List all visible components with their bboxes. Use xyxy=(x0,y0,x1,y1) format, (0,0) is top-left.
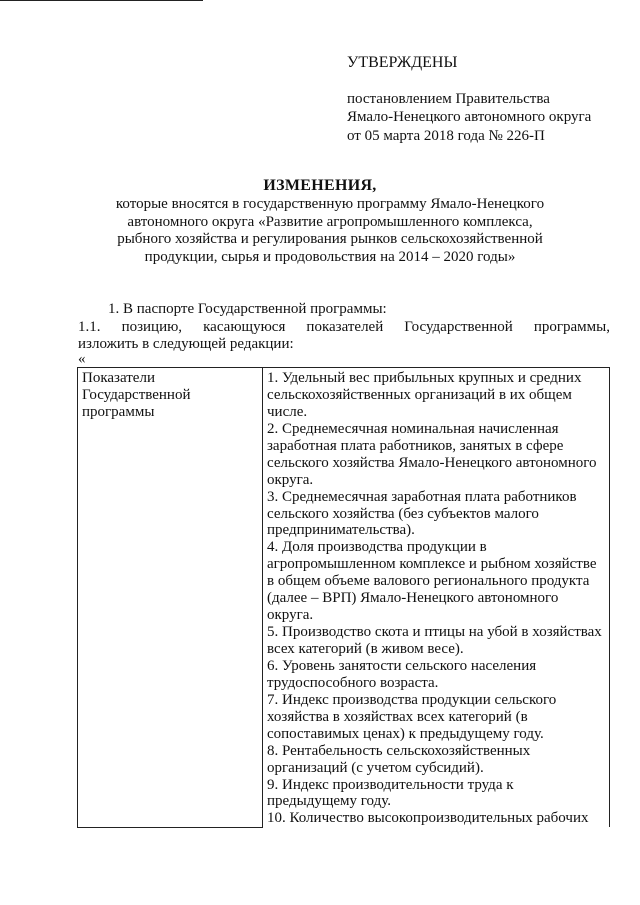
top-rule xyxy=(0,0,203,1)
paragraph-1-1-continuation: изложить в следующей редакции: xyxy=(78,336,294,352)
opening-quote: « xyxy=(78,351,86,367)
row-label-line: программы xyxy=(82,403,155,420)
decree-line: от 05 марта 2018 года № 226-П xyxy=(347,127,545,144)
decree-line: Ямало-Ненецкого автономного округа xyxy=(347,109,592,126)
subtitle-line: продукции, сырья и продовольствия на 2014 – 2020 годы» xyxy=(144,249,516,266)
subtitle-line: автономного округа «Развитие агропромышленного комплекса, xyxy=(127,213,533,230)
indicator-6: 6. Уровень занятости сельского населения трудоспособного возраста. xyxy=(267,657,537,691)
paragraph-1-1: 1.1. позицию, касающуюся показателей Государственной программы, xyxy=(78,319,610,335)
decree-reference xyxy=(347,90,627,145)
indicator-3: 3. Среднемесячная заработная плата работников сельского хозяйства (без субъектов малого предпринимательства). xyxy=(267,488,577,539)
table-row xyxy=(78,368,610,828)
subtitle-line: которые вносятся в государственную программу Ямало-Ненецкого xyxy=(115,196,545,212)
indicator-10: 10. Количество высокопроизводительных рабочих xyxy=(267,810,589,827)
approval-heading: УТВЕРЖДЕНЫ xyxy=(347,54,458,71)
paragraph-1: 1. В паспорте Государственной программы: xyxy=(108,301,387,317)
row-label-cell xyxy=(78,368,263,828)
indicator-7: 7. Индекс производства продукции сельского хозяйства в хозяйствах всех категорий (в сопоставимых ценах) к предыдущему году. xyxy=(267,691,557,742)
indicator-4: 4. Доля производства продукции в агропромышленном комплексе и рыбном хозяйстве в общем объеме валового регионального продукта (далее – ВРП) Ямало-Ненецкого автономного округа. xyxy=(267,539,597,624)
document-title: ИЗМЕНЕНИЯ, xyxy=(263,177,377,194)
subtitle-line: рыбного хозяйства и регулирования рынков сельскохозяйственной xyxy=(117,231,543,248)
indicator-2: 2. Среднемесячная номинальная начисленная заработная плата работников, занятых в сфере сельского хозяйства Ямало-Ненецкого автономного округа. xyxy=(267,420,597,488)
indicator-5: 5. Производство скота и птицы на убой в хозяйствах всех категорий (в живом весе). xyxy=(267,624,602,657)
indicators-cell xyxy=(263,368,610,828)
document-subtitle xyxy=(95,196,565,267)
indicator-8: 8. Рентабельность сельскохозяйственных организаций (с учетом субсидий). xyxy=(267,742,531,776)
row-label-line: Государственной xyxy=(82,386,191,403)
indicator-9: 9. Индекс производительности труда к предыдущему году. xyxy=(267,776,514,810)
indicators-table xyxy=(77,367,610,828)
decree-line: постановлением Правительства xyxy=(347,91,550,107)
row-label-line: Показатели xyxy=(82,370,155,386)
indicator-1: 1. Удельный вес прибыльных крупных и средних сельскохозяйственных организаций в их общем числе. xyxy=(267,370,582,420)
